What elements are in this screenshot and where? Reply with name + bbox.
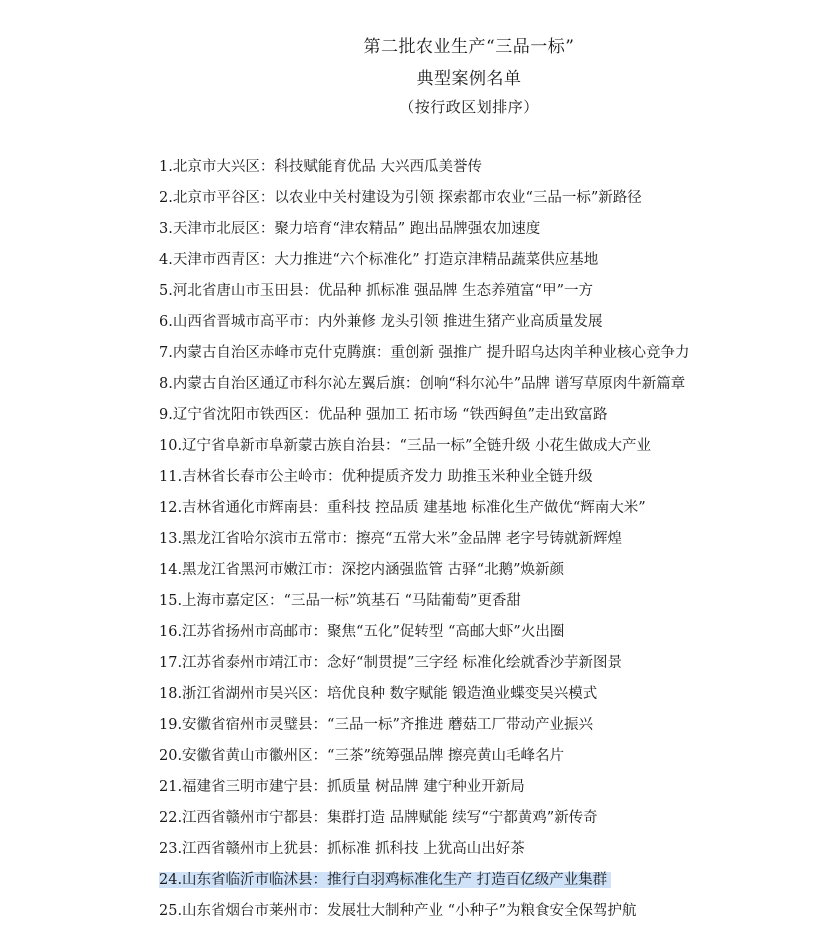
list-item[interactable]: [159, 495, 690, 526]
list-item[interactable]: [159, 898, 690, 929]
list-item[interactable]: [159, 805, 690, 836]
list-item[interactable]: [159, 681, 690, 712]
list-item[interactable]: [159, 619, 690, 650]
list-item-text: 2.北京市平谷区：以农业中关村建设为引领 探索都市农业“三品一标”新路径: [159, 190, 642, 206]
list-item-text: 9.辽宁省沈阳市铁西区：优品种 强加工 拓市场 “铁西鲟鱼”走出致富路: [159, 407, 608, 423]
list-item[interactable]: [159, 650, 690, 681]
list-item[interactable]: [159, 836, 690, 867]
list-item[interactable]: [159, 743, 690, 774]
list-item-text: 22.江西省赣州市宁都县：集群打造 品牌赋能 续写“宁都黄鸡”新传奇: [159, 810, 598, 826]
list-item-text: 25.山东省烟台市莱州市：发展壮大制种产业 “小种子”为粮食安全保驾护航: [159, 903, 637, 919]
list-item[interactable]: [159, 402, 690, 433]
list-item[interactable]: [159, 557, 690, 588]
document-title-line2: 典型案例名单: [416, 69, 522, 89]
list-item-text: 5.河北省唐山市玉田县：优品种 抓标准 强品牌 生态养殖富“甲”一方: [159, 283, 593, 299]
list-item[interactable]: [159, 185, 690, 216]
list-item[interactable]: [159, 216, 690, 247]
list-item-text: 13.黑龙江省哈尔滨市五常市：擦亮“五常大米”金品牌 老字号铸就新辉煌: [159, 531, 622, 547]
list-item[interactable]: [159, 867, 690, 898]
list-item-text: 10.辽宁省阜新市阜新蒙古族自治县：“三品一标”全链升级 小花生做成大产业: [159, 438, 651, 454]
list-item-text: 20.安徽省黄山市徽州区：“三茶”统筹强品牌 擦亮黄山毛峰名片: [159, 748, 564, 764]
list-item[interactable]: [159, 371, 690, 402]
list-item[interactable]: [159, 588, 690, 619]
list-item-text: 12.吉林省通化市辉南县：重科技 控品质 建基地 标准化生产做优“辉南大米”: [159, 500, 646, 516]
list-item-text: 7.内蒙古自治区赤峰市克什克腾旗：重创新 强推广 提升昭乌达肉羊种业核心竞争力: [159, 345, 690, 361]
list-item-text: 15.上海市嘉定区：“三品一标”筑基石 “马陆葡萄”更香甜: [159, 593, 521, 609]
list-item-text: 23.江西省赣州市上犹县：抓标准 抓科技 上犹高山出好茶: [159, 841, 525, 857]
list-item[interactable]: [159, 433, 690, 464]
document-subtitle: （按行政区划排序）: [399, 98, 539, 116]
list-item-text: 17.江苏省泰州市靖江市：念好“制贯提”三字经 标准化绘就香沙芋新图景: [159, 655, 622, 671]
list-item-text: 11.吉林省长春市公主岭市：优种提质齐发力 助推玉米种业全链升级: [159, 469, 593, 485]
list-item-text: 8.内蒙古自治区通辽市科尔沁左翼后旗：创响“科尔沁牛”品牌 谱写草原肉牛新篇章: [159, 376, 686, 392]
list-item-text: 4.天津市西青区：大力推进“六个标准化” 打造京津精品蔬菜供应基地: [159, 252, 599, 268]
list-item-text: 1.北京市大兴区：科技赋能育优品 大兴西瓜美誉传: [159, 159, 482, 175]
list-item-text: 3.天津市北辰区：聚力培育“津农精品” 跑出品牌强农加速度: [159, 221, 541, 237]
list-item-text: 16.江苏省扬州市高邮市：聚焦“五化”促转型 “高邮大虾”火出圈: [159, 624, 565, 640]
case-list: [159, 154, 690, 929]
list-item[interactable]: [159, 340, 690, 371]
list-item-text: 6.山西省晋城市高平市：内外兼修 龙头引领 推进生猪产业高质量发展: [159, 314, 603, 330]
list-item[interactable]: [159, 774, 690, 805]
list-item[interactable]: [159, 464, 690, 495]
list-item[interactable]: [159, 309, 690, 340]
list-item-text: 14.黑龙江省黑河市嫩江市：深挖内涵强监管 古驿“北鹅”焕新颜: [159, 562, 564, 578]
list-item[interactable]: [159, 712, 690, 743]
list-item[interactable]: [159, 247, 690, 278]
list-item[interactable]: [159, 278, 690, 309]
document-title: 第二批农业生产“三品一标”: [363, 37, 575, 57]
list-item-text: 18.浙江省湖州市吴兴区：培优良种 数字赋能 锻造渔业蝶变吴兴模式: [159, 686, 598, 702]
list-item-text: 24.山东省临沂市临沭县：推行白羽鸡标准化生产 打造百亿级产业集群: [159, 872, 611, 888]
list-item[interactable]: [159, 154, 690, 185]
list-item-text: 19.安徽省宿州市灵璧县：“三品一标”齐推进 蘑菇工厂带动产业振兴: [159, 717, 593, 733]
list-item[interactable]: [159, 526, 690, 557]
list-item-text: 21.福建省三明市建宁县：抓质量 树品牌 建宁种业开新局: [159, 779, 525, 795]
